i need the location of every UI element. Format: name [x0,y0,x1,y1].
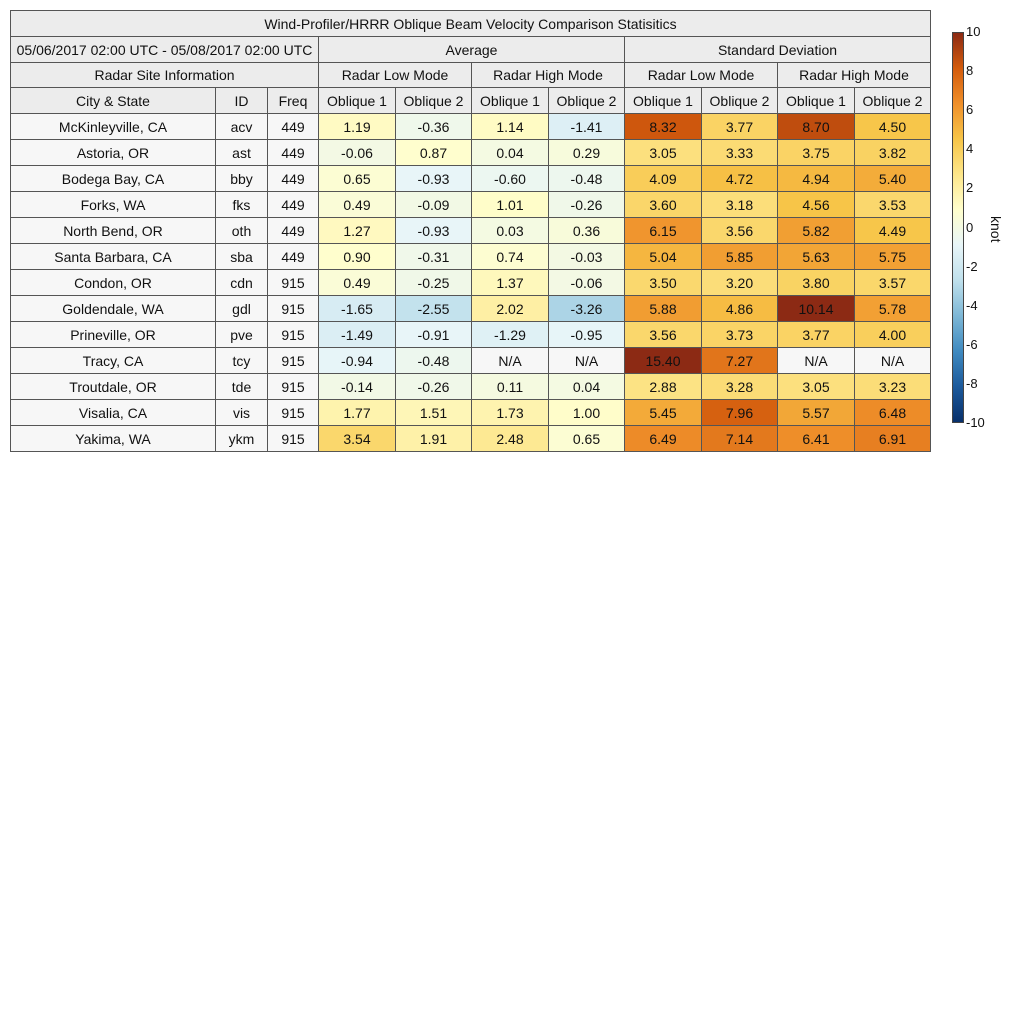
site-city-cell: Prineville, OR [11,322,216,348]
value-cell: 3.56 [625,322,702,348]
value-cell: 6.15 [625,218,702,244]
site-id-cell: bby [216,166,268,192]
avg-high-mode-header: Radar High Mode [472,63,625,88]
site-freq-cell: 915 [268,348,319,374]
value-cell: 2.48 [472,426,549,452]
col-header-city: City & State [11,88,216,114]
site-id-cell: ast [216,140,268,166]
col-header-avg-high-oblique1: Oblique 1 [472,88,549,114]
value-cell: 0.11 [472,374,549,400]
site-city-cell: Goldendale, WA [11,296,216,322]
value-cell: -1.65 [319,296,396,322]
value-cell: -0.91 [396,322,472,348]
value-cell: 5.88 [625,296,702,322]
value-cell: -0.48 [396,348,472,374]
colorbar-tick-label: 2 [966,180,974,196]
colorbar-tick-label: 6 [966,102,974,118]
avg-low-mode-header: Radar Low Mode [319,63,472,88]
column-header-row [11,88,931,114]
value-cell: 0.74 [472,244,549,270]
value-cell: 1.14 [472,114,549,140]
std-high-mode-header: Radar High Mode [778,63,931,88]
value-cell: 3.54 [319,426,396,452]
value-cell: 3.18 [702,192,778,218]
value-cell: -0.03 [549,244,625,270]
value-cell: 3.20 [702,270,778,296]
value-cell: -3.26 [549,296,625,322]
colorbar-tick-label: 8 [966,63,974,79]
value-cell: -0.31 [396,244,472,270]
value-cell: 3.05 [778,374,855,400]
value-cell: 3.82 [855,140,931,166]
value-cell: 4.00 [855,322,931,348]
col-header-avg-high-oblique2: Oblique 2 [549,88,625,114]
value-cell: 4.09 [625,166,702,192]
value-cell: 0.49 [319,192,396,218]
site-city-cell: Condon, OR [11,270,216,296]
value-cell: 3.23 [855,374,931,400]
value-cell: 4.86 [702,296,778,322]
table-row [11,166,931,192]
table-row [11,400,931,426]
value-cell: 4.56 [778,192,855,218]
value-cell: -0.60 [472,166,549,192]
value-cell: 0.04 [549,374,625,400]
col-header-std-high-oblique2: Oblique 2 [855,88,931,114]
value-cell: 3.05 [625,140,702,166]
site-city-cell: North Bend, OR [11,218,216,244]
value-cell: -0.93 [396,166,472,192]
value-cell: 7.96 [702,400,778,426]
table-row [11,348,931,374]
value-cell: 10.14 [778,296,855,322]
value-cell: 5.75 [855,244,931,270]
value-cell: 4.49 [855,218,931,244]
value-cell: 5.45 [625,400,702,426]
stats-table-container [10,10,931,452]
site-id-cell: vis [216,400,268,426]
value-cell: 1.27 [319,218,396,244]
value-cell: 7.27 [702,348,778,374]
table-row [11,426,931,452]
colorbar-tick-label: 10 [966,24,981,39]
site-city-cell: Santa Barbara, CA [11,244,216,270]
value-cell: 0.87 [396,140,472,166]
value-cell: -1.41 [549,114,625,140]
table-row [11,374,931,400]
value-cell: 5.04 [625,244,702,270]
value-cell: -0.14 [319,374,396,400]
site-city-cell: Tracy, CA [11,348,216,374]
site-freq-cell: 915 [268,270,319,296]
value-cell: 6.91 [855,426,931,452]
value-cell: 1.77 [319,400,396,426]
value-cell: 4.94 [778,166,855,192]
value-cell: 3.80 [778,270,855,296]
std-low-mode-header: Radar Low Mode [625,63,778,88]
value-cell: 8.32 [625,114,702,140]
site-freq-cell: 915 [268,296,319,322]
table-row [11,114,931,140]
value-cell: 15.40 [625,348,702,374]
value-cell: 2.02 [472,296,549,322]
std-dev-header: Standard Deviation [625,37,931,63]
colorbar-tick-label: -4 [966,297,978,313]
table-title: Wind-Profiler/HRRR Oblique Beam Velocity Comparison Statisitics [11,11,931,37]
site-freq-cell: 915 [268,400,319,426]
value-cell: 5.40 [855,166,931,192]
site-id-cell: ykm [216,426,268,452]
site-id-cell: tde [216,374,268,400]
site-city-cell: Forks, WA [11,192,216,218]
site-id-cell: tcy [216,348,268,374]
col-header-id: ID [216,88,268,114]
value-cell: 6.48 [855,400,931,426]
table-row [11,218,931,244]
colorbar-tick-label: -6 [966,336,978,352]
site-id-cell: acv [216,114,268,140]
value-cell: -0.36 [396,114,472,140]
colorbar [952,32,964,423]
site-id-cell: pve [216,322,268,348]
colorbar-tick-label: -2 [966,258,978,274]
value-cell: 0.29 [549,140,625,166]
col-header-std-low-oblique2: Oblique 2 [702,88,778,114]
value-cell: -0.09 [396,192,472,218]
value-cell: 3.73 [702,322,778,348]
site-id-cell: gdl [216,296,268,322]
value-cell: 3.53 [855,192,931,218]
site-freq-cell: 449 [268,166,319,192]
col-header-std-low-oblique1: Oblique 1 [625,88,702,114]
average-header: Average [319,37,625,63]
site-freq-cell: 915 [268,322,319,348]
value-cell: 5.82 [778,218,855,244]
value-cell: 3.50 [625,270,702,296]
site-city-cell: Bodega Bay, CA [11,166,216,192]
value-cell: 0.03 [472,218,549,244]
value-cell: 0.65 [319,166,396,192]
value-cell: 3.33 [702,140,778,166]
site-freq-cell: 449 [268,140,319,166]
col-header-std-high-oblique1: Oblique 1 [778,88,855,114]
site-city-cell: Visalia, CA [11,400,216,426]
value-cell: N/A [855,348,931,374]
value-cell: 8.70 [778,114,855,140]
value-cell: 0.04 [472,140,549,166]
value-cell: -0.94 [319,348,396,374]
table-row [11,322,931,348]
colorbar-unit-label: knot [988,216,1004,243]
value-cell: 6.41 [778,426,855,452]
site-freq-cell: 449 [268,114,319,140]
value-cell: -0.93 [396,218,472,244]
value-cell: 3.56 [702,218,778,244]
value-cell: 2.88 [625,374,702,400]
value-cell: 3.60 [625,192,702,218]
site-id-cell: cdn [216,270,268,296]
value-cell: 4.50 [855,114,931,140]
value-cell: -1.29 [472,322,549,348]
value-cell: 4.72 [702,166,778,192]
value-cell: 3.77 [702,114,778,140]
colorbar-tick-label: -10 [966,415,985,430]
value-cell: -0.26 [549,192,625,218]
value-cell: -0.26 [396,374,472,400]
site-freq-cell: 915 [268,374,319,400]
value-cell: 1.00 [549,400,625,426]
value-cell: 5.57 [778,400,855,426]
value-cell: 3.28 [702,374,778,400]
colorbar-tick-label: 0 [966,219,974,235]
value-cell: -0.06 [319,140,396,166]
value-cell: 1.51 [396,400,472,426]
value-cell: -0.06 [549,270,625,296]
site-id-cell: fks [216,192,268,218]
site-city-cell: Yakima, WA [11,426,216,452]
value-cell: -1.49 [319,322,396,348]
table-row [11,296,931,322]
period-label: 05/06/2017 02:00 UTC - 05/08/2017 02:00 UTC [11,37,319,63]
site-id-cell: oth [216,218,268,244]
site-city-cell: McKinleyville, CA [11,114,216,140]
value-cell: 1.37 [472,270,549,296]
site-freq-cell: 449 [268,244,319,270]
value-cell: 3.75 [778,140,855,166]
value-cell: 5.85 [702,244,778,270]
table-row [11,140,931,166]
value-cell: N/A [549,348,625,374]
colorbar-tick-label: -8 [966,375,978,391]
value-cell: -0.25 [396,270,472,296]
table-row [11,192,931,218]
col-header-avg-low-oblique2: Oblique 2 [396,88,472,114]
value-cell: -0.48 [549,166,625,192]
value-cell: 0.65 [549,426,625,452]
value-cell: 0.49 [319,270,396,296]
value-cell: 6.49 [625,426,702,452]
value-cell: 3.57 [855,270,931,296]
value-cell: -2.55 [396,296,472,322]
value-cell: 1.91 [396,426,472,452]
colorbar-tick-label: 4 [966,141,974,157]
site-id-cell: sba [216,244,268,270]
value-cell: 0.90 [319,244,396,270]
value-cell: N/A [778,348,855,374]
col-header-avg-low-oblique1: Oblique 1 [319,88,396,114]
value-cell: 1.19 [319,114,396,140]
site-city-cell: Astoria, OR [11,140,216,166]
table-row [11,270,931,296]
col-header-freq: Freq [268,88,319,114]
value-cell: 1.01 [472,192,549,218]
table-row [11,244,931,270]
site-freq-cell: 449 [268,192,319,218]
value-cell: 7.14 [702,426,778,452]
site-freq-cell: 915 [268,426,319,452]
value-cell: 5.63 [778,244,855,270]
value-cell: 0.36 [549,218,625,244]
value-cell: 3.77 [778,322,855,348]
value-cell: -0.95 [549,322,625,348]
site-city-cell: Troutdale, OR [11,374,216,400]
value-cell: 1.73 [472,400,549,426]
site-info-header: Radar Site Information [11,63,319,88]
value-cell: 5.78 [855,296,931,322]
site-freq-cell: 449 [268,218,319,244]
stats-table [10,10,931,452]
value-cell: N/A [472,348,549,374]
